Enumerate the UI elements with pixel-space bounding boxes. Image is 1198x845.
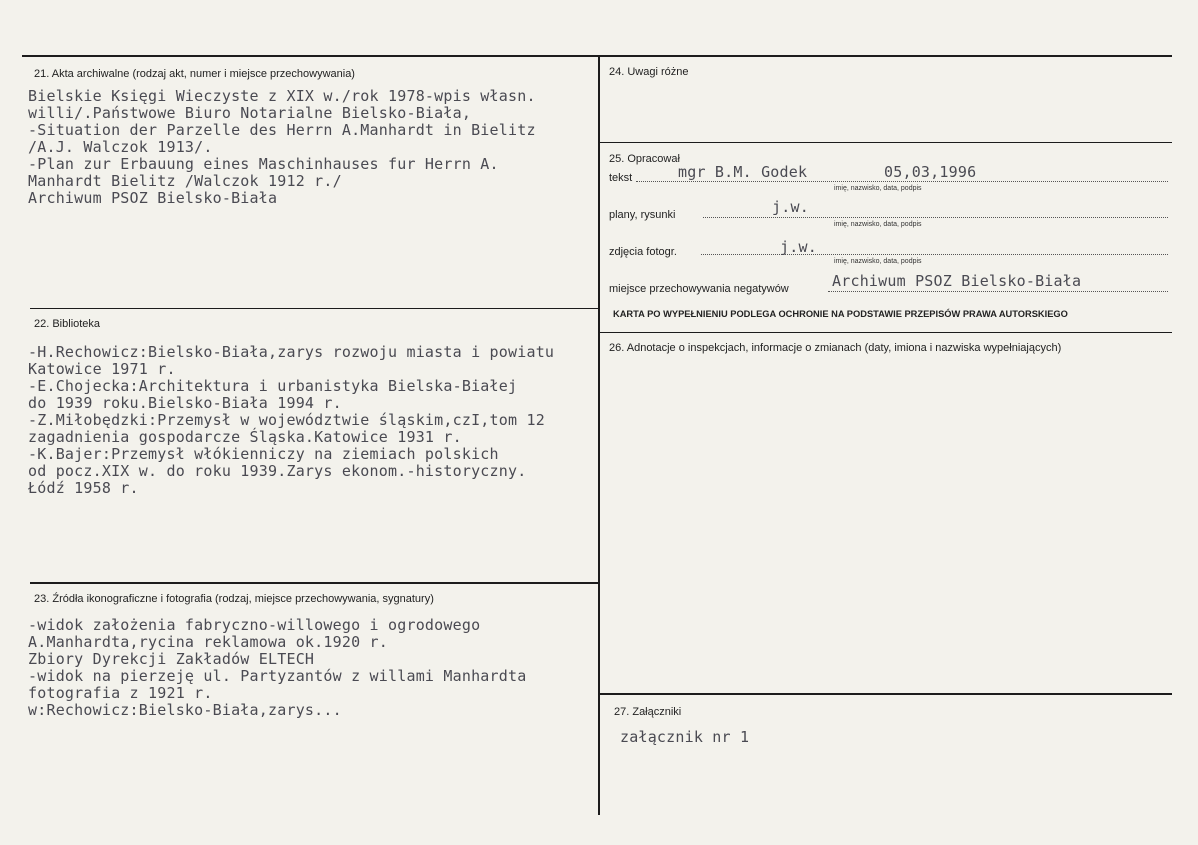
section-22-line: Łódź 1958 r. [28,479,139,497]
section-21-line: -Plan zur Erbauung eines Maschinhauses fur Herrn A. [28,155,499,173]
section-23-line: A.Manhardta,rycina reklamowa ok.1920 r. [28,633,388,651]
rule-21-22 [30,308,598,309]
plany-sub: imię, nazwisko, data, podpis [834,221,922,228]
section-27-value: załącznik nr 1 [620,728,750,746]
section-25-label: 25. Opracował [609,153,680,165]
zdjecia-label: zdjęcia fotogr. [609,246,677,258]
rule-26-27 [600,693,1172,695]
section-22-line: -H.Rechowicz:Bielsko-Biała,zarys rozwoju miasta i powiatu [28,343,555,361]
section-24-label: 24. Uwagi różne [609,66,689,78]
section-26-label: 26. Adnotacje o inspekcjach, informacje o zmianach (daty, imiona i nazwiska wypełniających) [609,342,1062,354]
rule-22-23 [30,582,600,584]
negatyw-label: miejsce przechowywania negatywów [609,283,789,295]
section-23-line: fotografia z 1921 r. [28,684,213,702]
section-21-label: 21. Akta archiwalne (rodzaj akt, numer i miejsce przechowywania) [34,68,355,80]
section-21-line: Manhardt Bielitz /Walczok 1912 r./ [28,172,342,190]
section-23-line: -widok na pierzeję ul. Partyzantów z willami Manhardta [28,667,527,685]
tekst-date: 05,03,1996 [884,163,977,181]
section-21-line: /A.J. Walczok 1913/. [28,138,213,156]
section-21-line: willi/.Państwowe Biuro Notarialne Bielsko-Biała, [28,104,472,122]
section-23-line: -widok założenia fabryczno-willowego i ogrodowego [28,616,481,634]
negatyw-value: Archiwum PSOZ Bielsko-Biała [832,272,1082,290]
tekst-sub: imię, nazwisko, data, podpis [834,185,922,192]
section-22-line: -K.Bajer:Przemysł włókienniczy na ziemiach polskich [28,445,499,463]
section-22-line: -E.Chojecka:Architektura i urbanistyka Bielska-Białej [28,377,518,395]
copyright-notice: KARTA PO WYPEŁNIENIU PODLEGA OCHRONIE NA PODSTAWIE PRZEPISÓW PRAWA AUTORSKIEGO [613,309,1068,319]
section-23-label: 23. Źródła ikonograficzne i fotografia (rodzaj, miejsce przechowywania, sygnatury) [34,593,434,605]
zdjecia-line [701,254,1168,255]
section-22-line: Katowice 1971 r. [28,360,176,378]
zdjecia-value: j.w. [780,238,817,256]
section-22-line: do 1939 roku.Bielsko-Biała 1994 r. [28,394,342,412]
section-22-line: od pocz.XIX w. do roku 1939.Zarys ekonom.-historyczny. [28,462,527,480]
plany-value: j.w. [772,198,809,216]
tekst-line [636,181,1168,182]
section-21-line: Bielskie Księgi Wieczyste z XIX w./rok 1978-wpis własn. [28,87,536,105]
section-21-line: Archiwum PSOZ Bielsko-Biała [28,189,278,207]
tekst-label: tekst [609,172,633,184]
rule-25-26 [600,332,1172,333]
tekst-value: mgr B.M. Godek [678,163,808,181]
zdjecia-sub: imię, nazwisko, data, podpis [834,258,922,265]
center-divider [598,55,600,815]
section-23-line: Zbiory Dyrekcji Zakładów ELTECH [28,650,315,668]
top-rule [22,55,1172,57]
rule-24-25 [600,142,1172,143]
section-27-label: 27. Załączniki [614,706,682,718]
plany-line [703,217,1168,218]
section-22-line: zagadnienia gospodarcze Śląska.Katowice 1931 r. [28,428,462,446]
section-23-line: w:Rechowicz:Bielsko-Biała,zarys... [28,701,342,719]
section-22-label: 22. Biblioteka [34,318,101,330]
section-21-line: -Situation der Parzelle des Herrn A.Manhardt in Bielitz [28,121,536,139]
negatyw-line [828,291,1168,292]
plany-label: plany, rysunki [609,209,676,221]
section-22-line: -Z.Miłobędzki:Przemysł w województwie śląskim,czI,tom 12 [28,411,545,429]
